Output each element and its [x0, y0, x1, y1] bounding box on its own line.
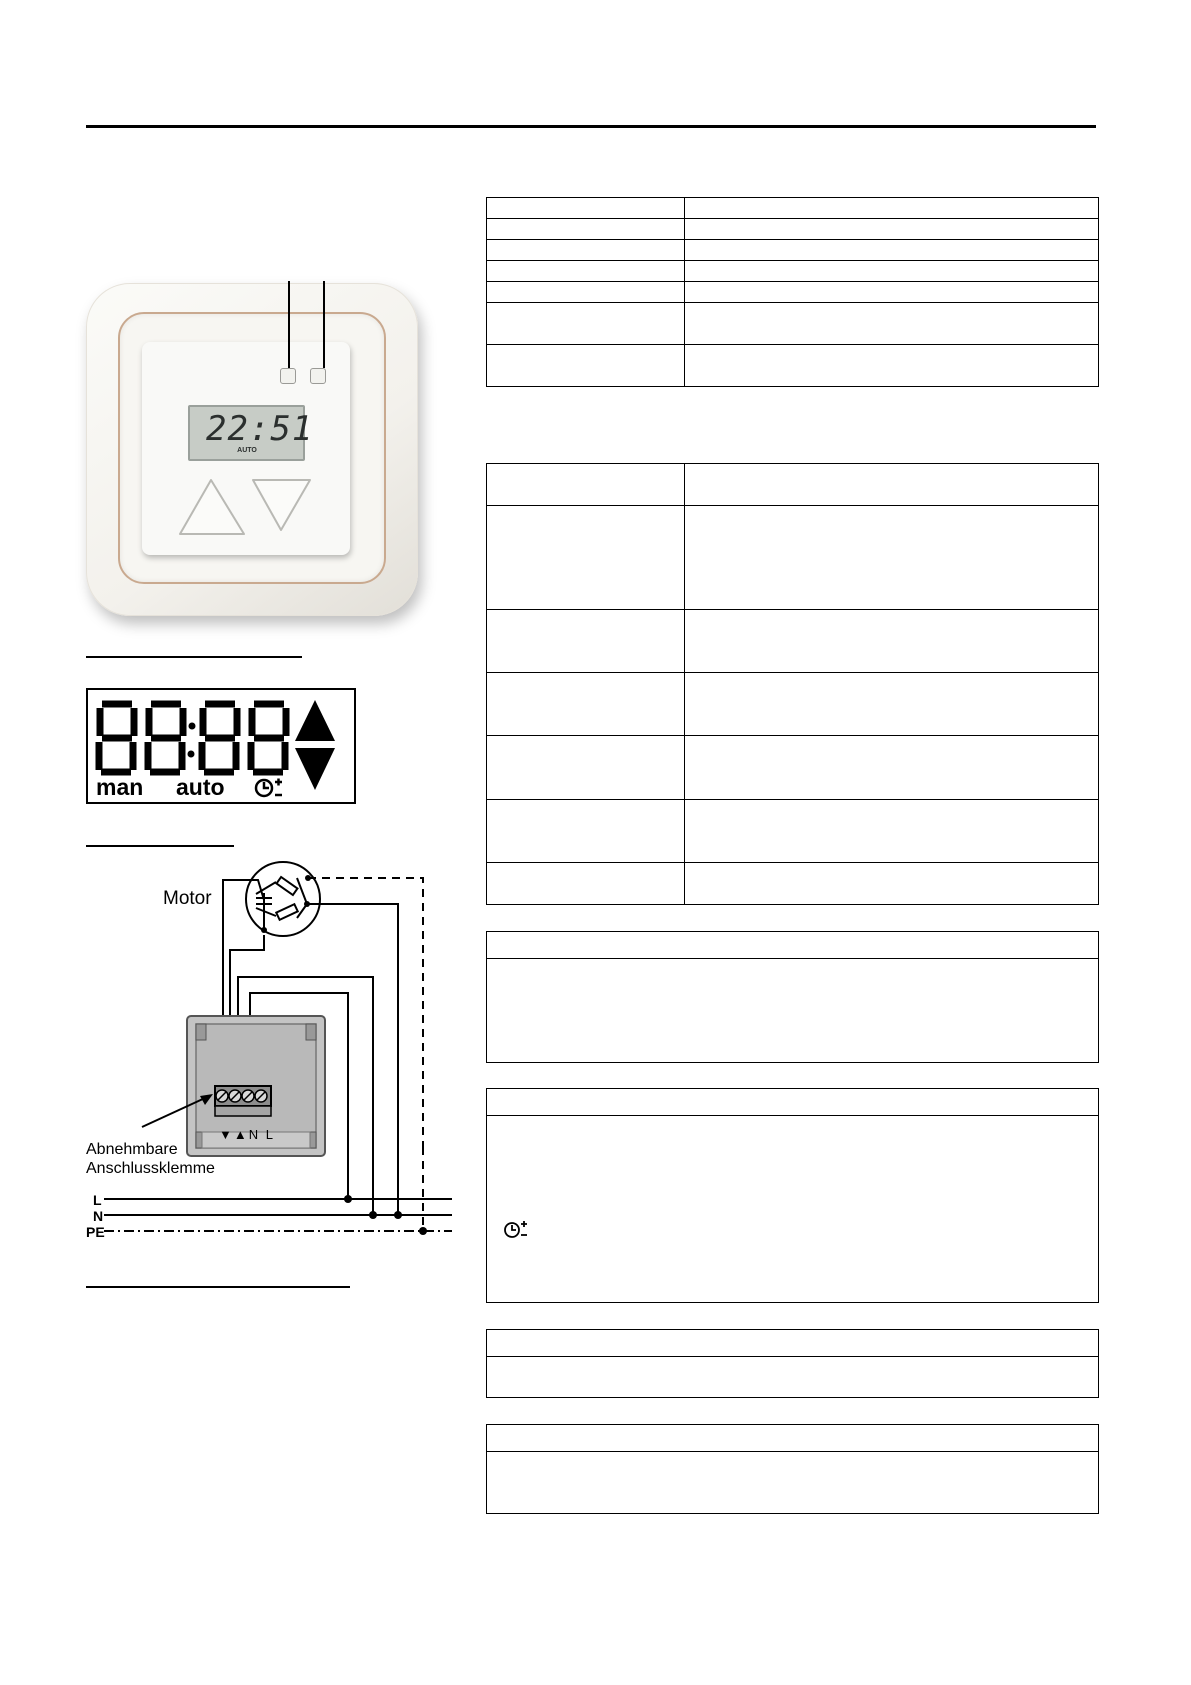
device-lcd-time: 22:51 [206, 409, 314, 449]
section-rule-wiring [86, 845, 234, 847]
up-button[interactable] [180, 480, 244, 534]
triangle-up-icon [295, 700, 335, 741]
wiring-diagram [80, 860, 460, 1240]
functions-table [486, 463, 1099, 905]
table-row [487, 240, 1099, 261]
header-rule [86, 125, 1096, 128]
triangle-down-icon [295, 748, 335, 790]
lcd-label-man: man [96, 774, 144, 800]
lcd-label-auto: auto [176, 774, 225, 800]
line-label-n: N [93, 1208, 104, 1224]
info-box-1-header [487, 932, 1098, 959]
info-box-2 [486, 1088, 1099, 1303]
section-rule-bottom [86, 1286, 350, 1288]
table-row [487, 506, 1099, 610]
info-box-4 [486, 1424, 1099, 1514]
motor-symbol [246, 862, 320, 936]
table-row [487, 610, 1099, 673]
lcd-segment-legend [86, 688, 356, 804]
line-label-pe: PE [86, 1224, 105, 1240]
clock-plus-minus-icon [503, 1219, 531, 1241]
table-row [487, 282, 1099, 303]
table-row [487, 219, 1099, 240]
device-small-button-2[interactable] [310, 368, 326, 384]
line-label-l: L [93, 1192, 102, 1208]
info-box-3-header [487, 1330, 1098, 1357]
info-box-1 [486, 931, 1099, 1063]
specs-table [486, 197, 1099, 387]
table-row [487, 464, 1099, 506]
callout-line-2 [323, 281, 325, 368]
section-rule-display [86, 656, 302, 658]
info-box-2-header [487, 1089, 1098, 1116]
device-small-button-1[interactable] [280, 368, 296, 384]
table-row [487, 736, 1099, 800]
terminal-caption-1: Abnehmbare [86, 1141, 178, 1158]
down-button[interactable] [253, 480, 310, 530]
info-box-4-header [487, 1425, 1098, 1452]
device-lcd-mode: AUTO [237, 447, 257, 454]
callout-line-1 [288, 281, 290, 368]
table-row [487, 345, 1099, 387]
table-row [487, 673, 1099, 736]
table-row [487, 261, 1099, 282]
terminal-caption-2: Anschlussklemme [86, 1160, 215, 1177]
terminal-block [215, 1086, 271, 1116]
info-box-3 [486, 1329, 1099, 1398]
table-row [487, 863, 1099, 905]
table-row [487, 198, 1099, 219]
terminal-labels: ▼▲N L [219, 1127, 275, 1142]
table-row [487, 303, 1099, 345]
motor-label: Motor [163, 888, 212, 909]
device-arrow-buttons [176, 472, 316, 540]
table-row [487, 800, 1099, 863]
clock-plus-minus-icon [254, 776, 284, 800]
